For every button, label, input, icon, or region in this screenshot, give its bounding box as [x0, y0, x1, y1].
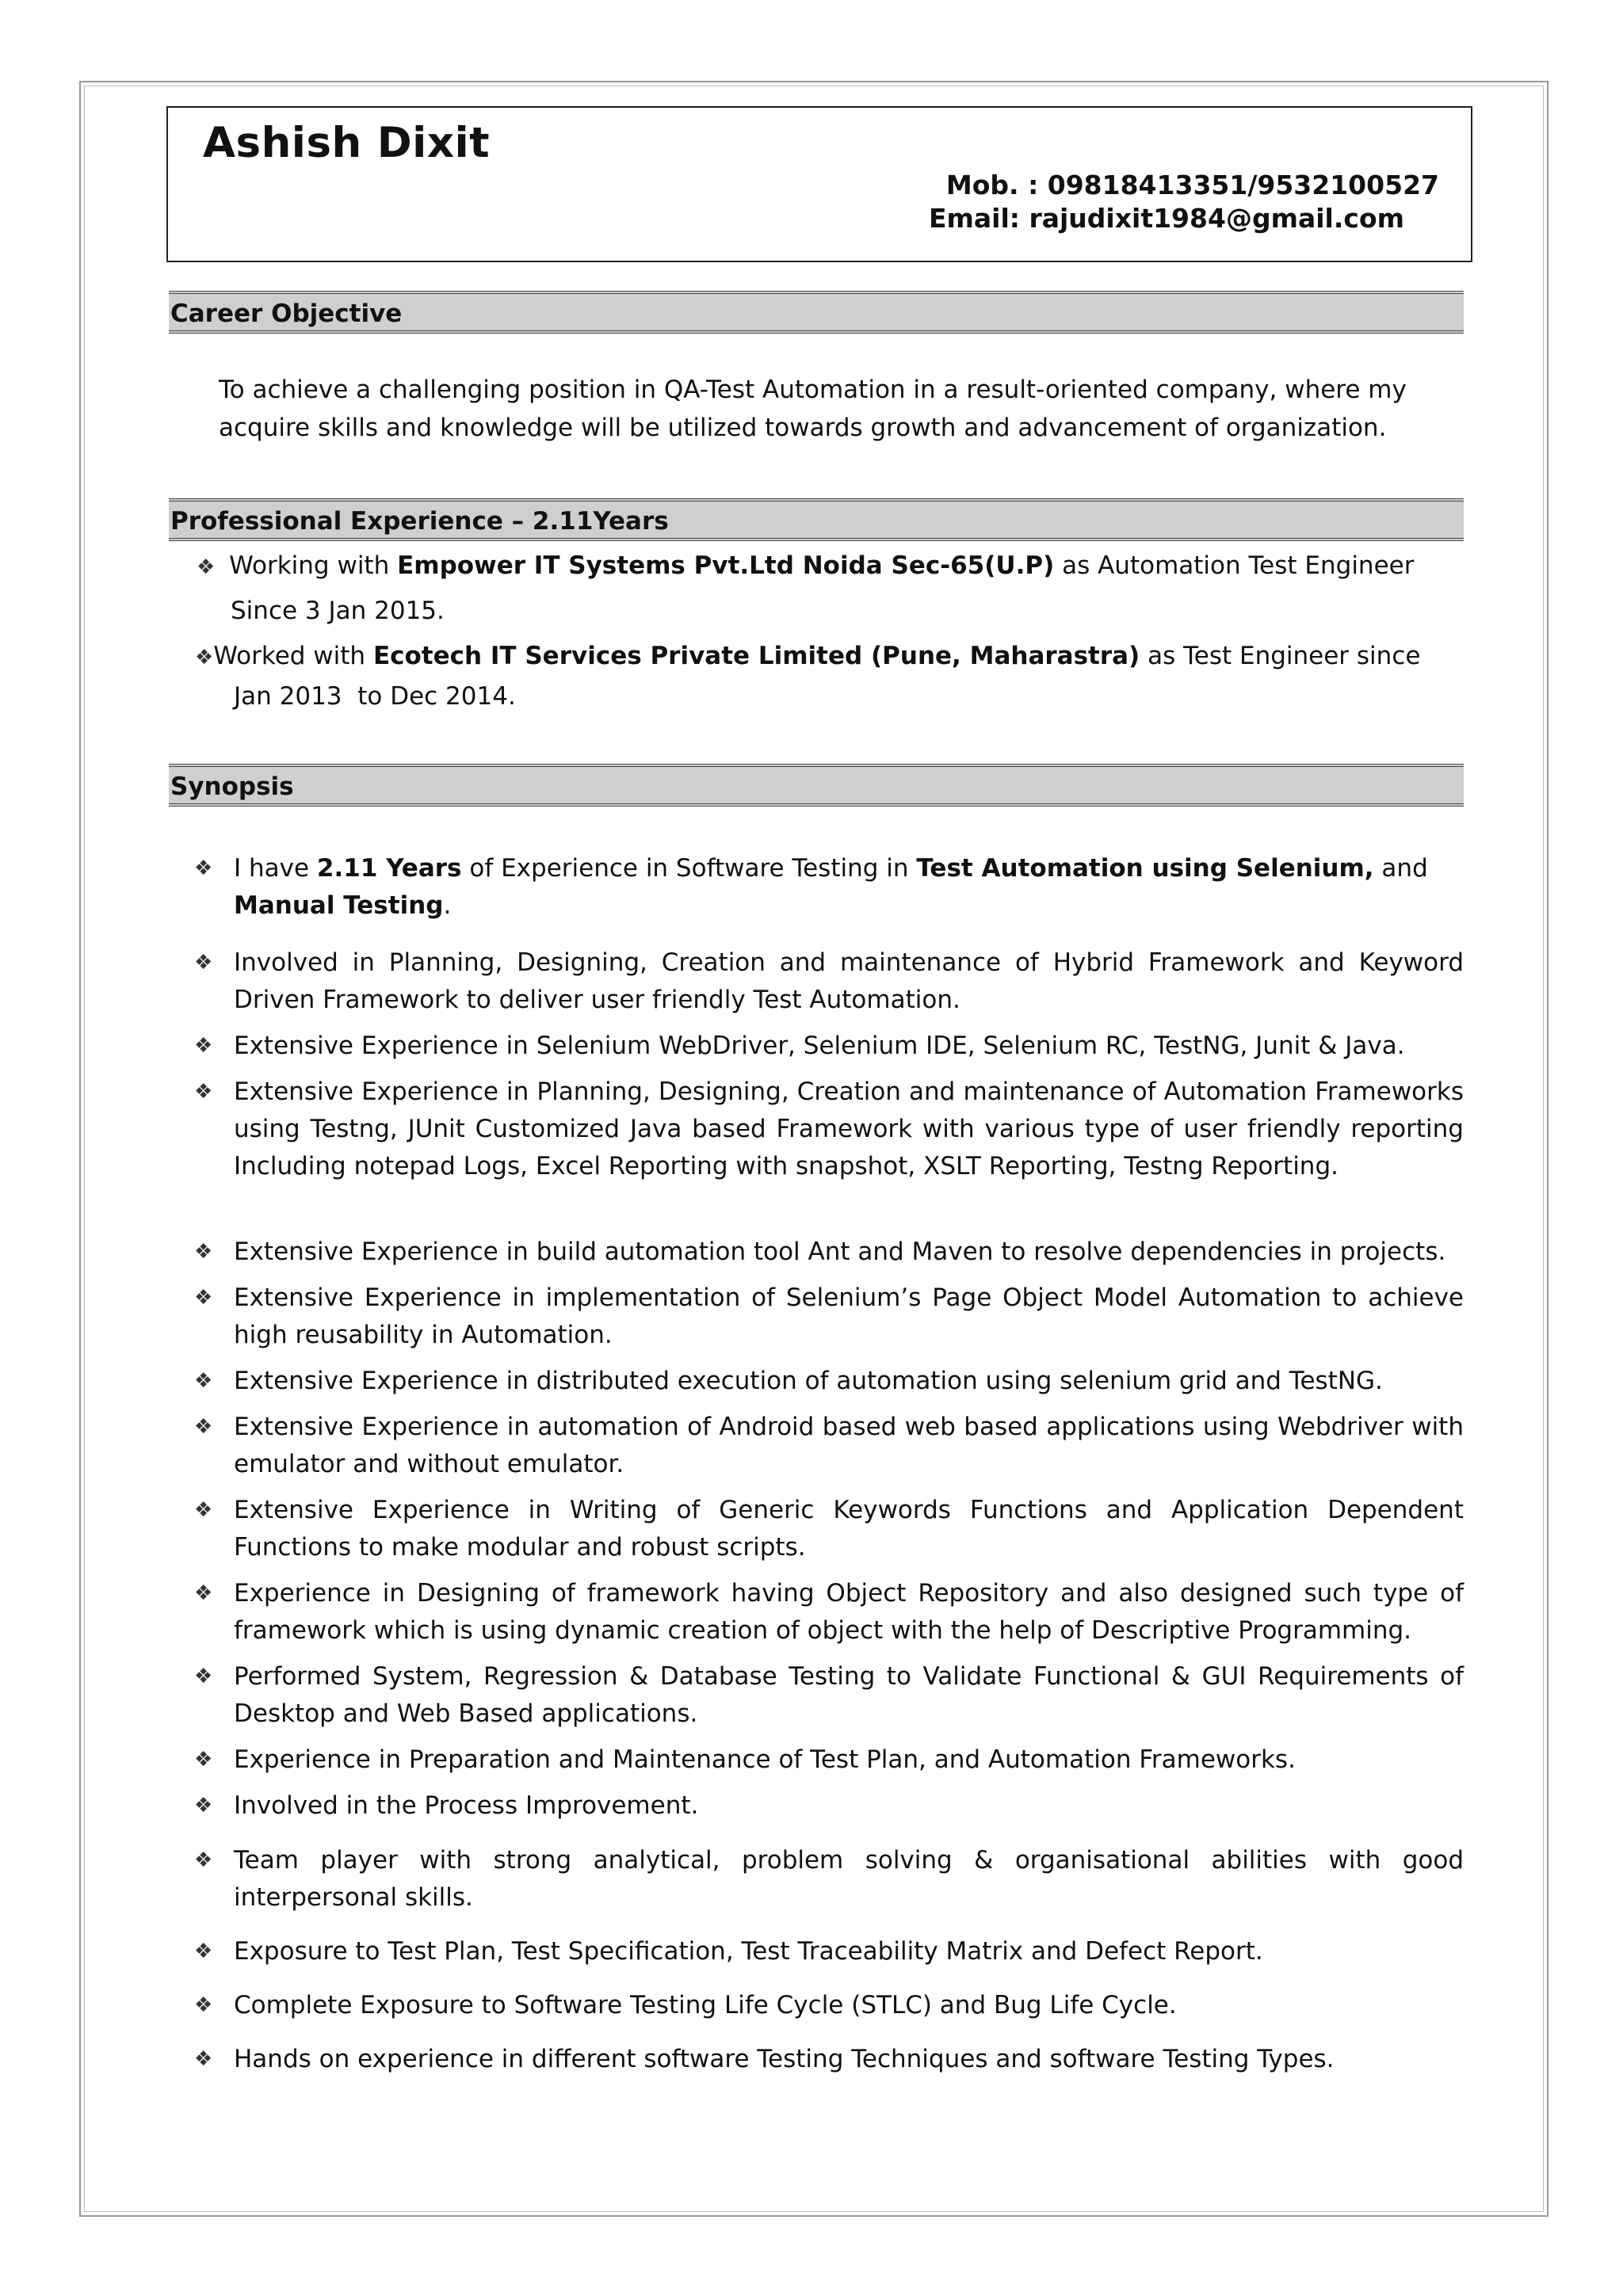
experience-prefix: Working with: [229, 551, 398, 580]
synopsis-text: Exposure to Test Plan, Test Specification, Test Traceability Matrix and Defect Report.: [234, 1937, 1263, 1966]
synopsis-item: [194, 1234, 1464, 1271]
diamond-bullet-icon: ❖: [194, 1369, 213, 1393]
synopsis-item: [194, 2041, 1464, 2078]
resume-header: [166, 106, 1472, 262]
experience-prefix: Worked with: [213, 642, 373, 670]
section-title: Career Objective: [170, 299, 403, 328]
synopsis-heading: [169, 764, 1464, 807]
diamond-bullet-icon: ❖: [197, 555, 216, 579]
skill-highlight: Manual Testing: [234, 891, 444, 920]
synopsis-text: Extensive Experience in distributed execution of automation using selenium grid and TestNG.: [234, 1367, 1383, 1395]
diamond-bullet-icon: ❖: [194, 1286, 213, 1310]
experience-item: [197, 543, 1414, 590]
synopsis-item: [194, 1280, 1464, 1354]
synopsis-item: [194, 1409, 1464, 1483]
synopsis-item: [194, 1575, 1464, 1650]
text-run: of Experience in Software Testing in: [461, 854, 917, 883]
career-objective-heading: [169, 291, 1464, 334]
skill-highlight: Test Automation using Selenium,: [916, 854, 1374, 883]
synopsis-item: [194, 1741, 1464, 1779]
diamond-bullet-icon: ❖: [194, 1794, 213, 1817]
diamond-bullet-icon: ❖: [194, 856, 213, 880]
diamond-bullet-icon: ❖: [194, 2047, 213, 2071]
company-name: Empower IT Systems Pvt.Ltd Noida Sec-65(U.P): [397, 551, 1055, 580]
text-run: and: [1373, 854, 1428, 883]
synopsis-text: Extensive Experience in implementation of Selenium’s Page Object Model Automation to achieve high reusability in Automation.: [234, 1283, 1464, 1349]
synopsis-item: [194, 1787, 1464, 1825]
objective-line-2: acquire skills and knowledge will be utilized towards growth and advancement of organization.: [219, 414, 1387, 442]
synopsis-text: Extensive Experience in build automation tool Ant and Maven to resolve dependencies in projects.: [234, 1238, 1446, 1266]
company-name: Ecotech IT Services Private Limited (Pune, Maharastra): [372, 642, 1140, 670]
text-run: I have: [234, 854, 317, 883]
diamond-bullet-icon: ❖: [194, 1498, 213, 1522]
diamond-bullet-icon: ❖: [194, 1415, 213, 1439]
synopsis-item: [194, 850, 1464, 925]
mobile-number: Mob. : 09818413351/9532100527: [945, 170, 1439, 200]
synopsis-text: Complete Exposure to Software Testing Life Cycle (STLC) and Bug Life Cycle.: [234, 1991, 1177, 2019]
experience-since: Since 3 Jan 2015.: [231, 597, 445, 625]
job-role: as Automation Test Engineer: [1054, 551, 1415, 580]
years-highlight: 2.11 Years: [316, 854, 462, 883]
synopsis-item: [194, 1842, 1464, 1917]
synopsis-text: Involved in the Process Improvement.: [234, 1791, 699, 1820]
diamond-bullet-icon: ❖: [194, 1034, 213, 1058]
experience-period: Jan 2013 to Dec 2014.: [234, 682, 516, 711]
synopsis-item: [194, 1074, 1464, 1185]
synopsis-text: Hands on experience in different software Testing Techniques and software Testing Types.: [234, 2045, 1335, 2073]
synopsis-text: Performed System, Regression & Database Testing to Validate Functional & GUI Requirements of Desktop and Web Based applications.: [234, 1662, 1464, 1728]
section-title: Professional Experience – 2.11Years: [170, 507, 669, 536]
synopsis-item: [194, 1492, 1464, 1566]
diamond-bullet-icon: ❖: [194, 1748, 213, 1772]
synopsis-text: Experience in Preparation and Maintenance of Test Plan, and Automation Frameworks.: [234, 1745, 1296, 1774]
synopsis-item: [194, 1658, 1464, 1733]
diamond-bullet-icon: ❖: [194, 951, 213, 974]
diamond-bullet-icon: ❖: [194, 1581, 213, 1605]
diamond-bullet-icon: ❖: [194, 1080, 213, 1104]
diamond-bullet-icon: ❖: [194, 1939, 213, 1963]
synopsis-text: Involved in Planning, Designing, Creation and maintenance of Hybrid Framework and Keyword Driven Framework to deliver user friendly Test Automation.: [234, 948, 1464, 1014]
synopsis-text: Extensive Experience in automation of Android based web based applications using Webdriver with emulator and without emulator.: [234, 1413, 1464, 1478]
synopsis-item: [194, 944, 1464, 1019]
diamond-bullet-icon: ❖: [195, 646, 214, 669]
diamond-bullet-icon: ❖: [194, 1240, 213, 1264]
diamond-bullet-icon: ❖: [194, 1848, 213, 1872]
objective-line-1: To achieve a challenging position in QA-Test Automation in a result-oriented company, where my: [219, 376, 1407, 404]
diamond-bullet-icon: ❖: [194, 1665, 213, 1688]
text-run: .: [443, 891, 452, 920]
diamond-bullet-icon: ❖: [194, 1993, 213, 2017]
candidate-name: Ashish Dixit: [203, 119, 491, 167]
synopsis-item: [194, 1933, 1464, 1970]
synopsis-text: Extensive Experience in Writing of Generic Keywords Functions and Application Dependent Functions to make modular and robust scripts.: [234, 1496, 1464, 1562]
synopsis-text: Experience in Designing of framework having Object Repository and also designed such type of framework which is using dynamic creation of object with the help of Descriptive Programming.: [234, 1579, 1464, 1645]
synopsis-item: [194, 1987, 1464, 2024]
synopsis-text: Extensive Experience in Planning, Designing, Creation and maintenance of Automation Frameworks using Testng, JUnit Customized Java based Framework with various type of user friendly reporting Including notepad Logs, Excel Reporting with snapshot, XSLT Reporting, Testng Reporting.: [234, 1077, 1464, 1180]
synopsis-item: [194, 1363, 1464, 1400]
job-role: as Test Engineer since: [1140, 642, 1421, 670]
section-title: Synopsis: [170, 772, 294, 801]
synopsis-text: Extensive Experience in Selenium WebDriver, Selenium IDE, Selenium RC, TestNG, Junit & Java.: [234, 1032, 1405, 1060]
synopsis-item: [194, 1028, 1464, 1065]
experience-heading: [169, 498, 1464, 541]
email-address: Email: rajudixit1984@gmail.com: [928, 203, 1404, 234]
synopsis-text: Team player with strong analytical, problem solving & organisational abilities with good interpersonal skills.: [234, 1846, 1464, 1912]
